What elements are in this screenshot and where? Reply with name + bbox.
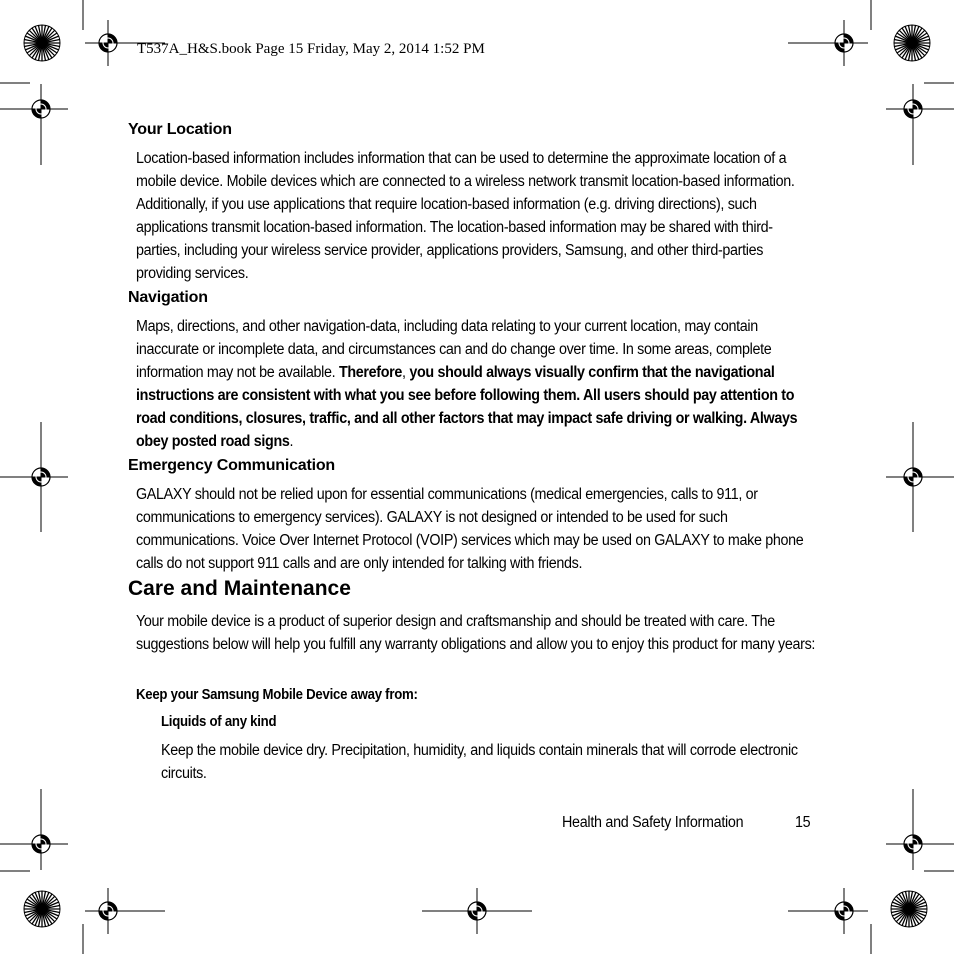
heading-your-location: Your Location [128, 121, 232, 138]
footer-page-number: 15 [795, 814, 811, 831]
navigation-period: . [289, 433, 294, 450]
navigation-bold-therefore: Therefore [338, 364, 403, 381]
heading-navigation: Navigation [128, 289, 208, 306]
paragraph-emergency-communication: GALAXY should not be relied upon for essential communications (medical emergencies, calls to 911, or communications to emergency services). GALAXY is not designed or intended to be used for such communications. Voice Over Internet Protocol (VOIP) services which may be used on GALAXY to make phone calls do not support 911 calls and are only intended for talking with friends. [136, 486, 804, 572]
paragraph-navigation [136, 315, 816, 453]
slug-line: T537A_H&S.book Page 15 Friday, May 2, 2014 1:52 PM [137, 41, 485, 57]
paragraph-your-location: Location-based information includes information that can be used to determine the approximate location of a mobile device. Mobile devices which are connected to a wireless network transmit location-based information. Additionally, if you use applications that require location-based information (e.g. driving directions), such applications transmit location-based information. The location-based information may be shared with third-parties, including your wireless service provider, applications providers, Samsung, and other third-parties providing services. [136, 150, 795, 282]
heading-emergency-communication: Emergency Communication [128, 457, 336, 474]
navigation-bold-warning: you should always visually confirm that the navigational instructions are consistent with what you see before following them. All users should pay attention to road conditions, closures, traffic, and all other factors that may impact safe driving or walking. Always obey posted road signs [136, 364, 798, 450]
footer-section-title: Health and Safety Information [562, 814, 744, 831]
paragraph-liquids: Keep the mobile device dry. Precipitation, humidity, and liquids contain minerals that will corrode electronic circuits. [161, 742, 798, 782]
navigation-comma: , [402, 364, 410, 381]
paragraph-care-and-maintenance: Your mobile device is a product of superior design and craftsmanship and should be treated with care. The suggestions below will help you fulfill any warranty obligations and allow you to enjoy this product for many years: [136, 613, 816, 653]
liquids-heading: Liquids of any kind [161, 713, 277, 730]
keep-away-label: Keep your Samsung Mobile Device away from: [136, 686, 418, 703]
heading-care-and-maintenance: Care and Maintenance [128, 577, 351, 600]
navigation-text: Maps, directions, and other navigation-data, including data relating to your current location, may contain inaccurate or incomplete data, and circumstances can and do change over time. In some areas, complete information may not be available. [136, 318, 772, 381]
